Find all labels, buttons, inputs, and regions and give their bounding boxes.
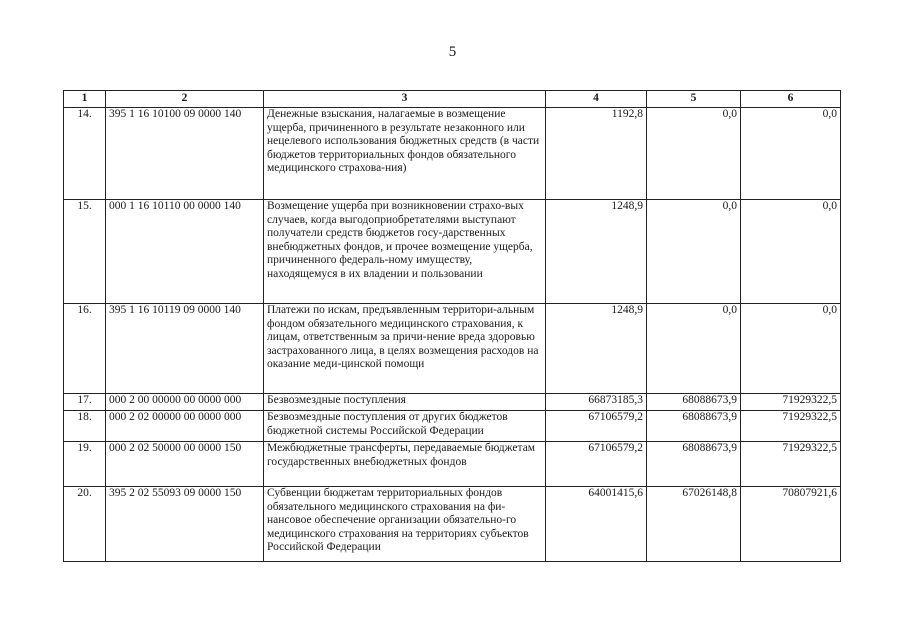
budget-code: 395 1 16 10100 09 0000 140 <box>106 108 264 200</box>
value-col-5: 0,0 <box>647 200 741 304</box>
column-header: 2 <box>106 91 264 108</box>
row-number: 20. <box>64 487 106 562</box>
revenue-name: Безвозмездные поступления <box>264 394 546 411</box>
row-number: 14. <box>64 108 106 200</box>
row-number: 17. <box>64 394 106 411</box>
row-number: 15. <box>64 200 106 304</box>
value-col-5: 0,0 <box>647 108 741 200</box>
value-col-4: 66873185,3 <box>546 394 647 411</box>
value-col-6: 0,0 <box>741 108 841 200</box>
table-row <box>64 442 841 487</box>
column-header: 4 <box>546 91 647 108</box>
value-col-5: 68088673,9 <box>647 394 741 411</box>
value-col-6: 70807921,6 <box>741 487 841 562</box>
budget-code: 000 2 00 00000 00 0000 000 <box>106 394 264 411</box>
table-row <box>64 108 841 200</box>
value-col-5: 68088673,9 <box>647 442 741 487</box>
column-header: 3 <box>264 91 546 108</box>
value-col-6: 71929322,5 <box>741 442 841 487</box>
value-col-4: 64001415,6 <box>546 487 647 562</box>
budget-code: 000 2 02 00000 00 0000 000 <box>106 411 264 442</box>
value-col-5: 0,0 <box>647 304 741 394</box>
budget-code: 000 1 16 10110 00 0000 140 <box>106 200 264 304</box>
row-number: 16. <box>64 304 106 394</box>
table-row <box>64 411 841 442</box>
value-col-4: 1248,9 <box>546 304 647 394</box>
table-row <box>64 304 841 394</box>
value-col-4: 67106579,2 <box>546 442 647 487</box>
revenue-name: Безвозмездные поступления от других бюджетов бюджетной системы Российской Федерации <box>264 411 546 442</box>
revenue-name: Субвенции бюджетам территориальных фондов обязательного медицинского страхования на фи-нансовое обеспечение организации обязательно-го медицинского страхования на территориях субъектов Российской Федерации <box>264 487 546 562</box>
page-number: 5 <box>448 44 457 60</box>
table-row <box>64 487 841 562</box>
budget-code: 395 1 16 10119 09 0000 140 <box>106 304 264 394</box>
revenue-name: Межбюджетные трансферты, передаваемые бюджетам государственных внебюджетных фондов <box>264 442 546 487</box>
value-col-6: 71929322,5 <box>741 411 841 442</box>
value-col-4: 1248,9 <box>546 200 647 304</box>
budget-table <box>63 90 841 562</box>
value-col-6: 71929322,5 <box>741 394 841 411</box>
value-col-5: 67026148,8 <box>647 487 741 562</box>
table-row <box>64 200 841 304</box>
revenue-name: Платежи по искам, предъявленным территори-альным фондом обязательного медицинского страхования, к лицам, ответственным за причи-нение вреда здоровью застрахованного лица, в целях возмещения расходов на оказание меди-цинской помощи <box>264 304 546 394</box>
value-col-4: 67106579,2 <box>546 411 647 442</box>
row-number: 18. <box>64 411 106 442</box>
revenue-name: Возмещение ущерба при возникновении страхо-вых случаев, когда выгодоприобретателями выступают получатели средств бюджетов госу-дарственных внебюджетных фондов, и прочее возмещение ущерба, причиненного федераль-ному имуществу, находящемуся в их владении и пользовании <box>264 200 546 304</box>
value-col-6: 0,0 <box>741 304 841 394</box>
column-header: 1 <box>64 91 106 108</box>
revenue-name: Денежные взыскания, налагаемые в возмещение ущерба, причиненного в результате незаконного или нецелевого использования бюджетных средств (в части бюджетов территориальных фондов обязательного медицинского страхова-ния) <box>264 108 546 200</box>
row-number: 19. <box>64 442 106 487</box>
column-header: 6 <box>741 91 841 108</box>
table-row <box>64 394 841 411</box>
value-col-5: 68088673,9 <box>647 411 741 442</box>
value-col-6: 0,0 <box>741 200 841 304</box>
budget-code: 000 2 02 50000 00 0000 150 <box>106 442 264 487</box>
column-header: 5 <box>647 91 741 108</box>
header-row <box>64 91 841 108</box>
budget-code: 395 2 02 55093 09 0000 150 <box>106 487 264 562</box>
value-col-4: 1192,8 <box>546 108 647 200</box>
